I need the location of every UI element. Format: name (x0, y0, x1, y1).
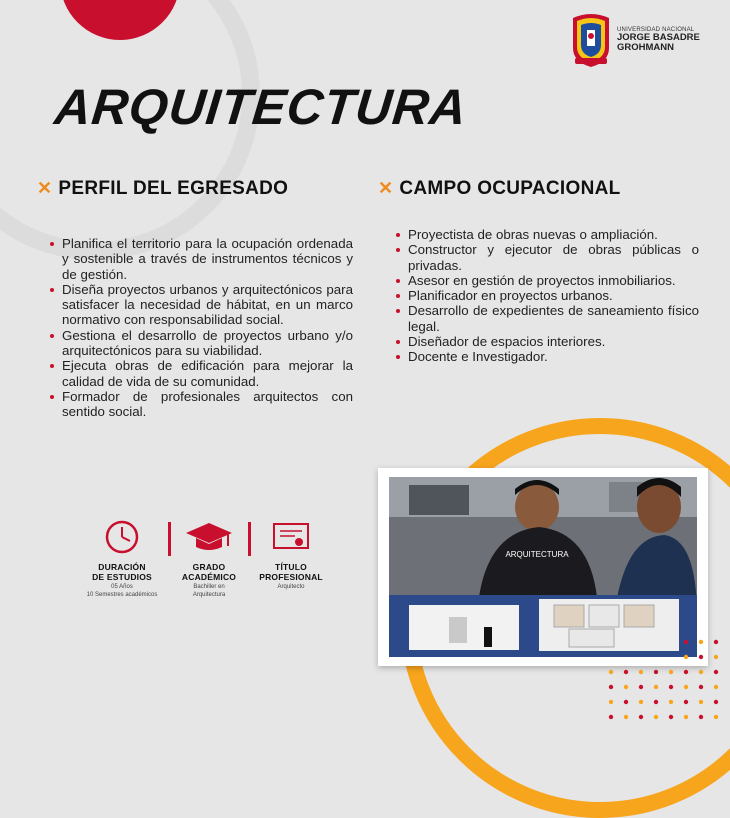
decorative-dot (714, 685, 718, 689)
decorative-dot (669, 700, 673, 704)
info-titulo (236, 520, 346, 592)
decorative-dot (714, 700, 718, 704)
list-item: Asesor en gestión de proyectos inmobiliarios. (396, 273, 699, 288)
list-item: Proyectista de obras nuevas o ampliación. (396, 227, 699, 242)
logo-text-line3: GROHMANN (617, 42, 674, 54)
duracion-sub-1: 05 Años (111, 584, 133, 590)
decorative-dot (654, 685, 658, 689)
decorative-dot (684, 640, 688, 644)
duracion-label-2: DE ESTUDIOS (92, 572, 152, 582)
cross-icon: ✕ (378, 178, 394, 198)
clock-icon (105, 520, 139, 554)
decorative-dot (654, 700, 658, 704)
decorative-dot (714, 640, 718, 644)
grado-label-2: ACADÉMICO (181, 572, 237, 582)
university-seal-icon (569, 12, 613, 68)
decorative-dot (654, 715, 658, 719)
decorative-dot (609, 670, 613, 674)
list-item: Planifica el territorio para la ocupación ordenada y sostenible a través de instrumentos técnicos y de gestión. (50, 236, 353, 282)
decorative-dot (669, 715, 673, 719)
decorative-dot (684, 655, 688, 659)
page-title: ARQUITECTURA (52, 79, 470, 135)
decorative-dot (669, 685, 673, 689)
list-item: Constructor y ejecutor de obras públicas o privadas. (396, 242, 699, 273)
list-item: Docente e Investigador. (396, 349, 699, 364)
decorative-dot (699, 700, 703, 704)
decorative-dot (699, 655, 703, 659)
list-item: Ejecuta obras de edificación para mejorar la calidad de vida de su comunidad. (50, 358, 353, 389)
decorative-dot (714, 655, 718, 659)
decorative-dot (714, 670, 718, 674)
decorative-dot (624, 715, 628, 719)
cross-icon: ✕ (37, 178, 53, 198)
students-photo (389, 477, 697, 657)
grado-sub-2: Arquitectura (192, 591, 226, 598)
perfil-heading (37, 178, 288, 200)
decorative-dot (639, 685, 643, 689)
decorative-dot (639, 670, 643, 674)
decorative-dot (609, 715, 613, 719)
shirt-text: ARQUITECTURA (505, 550, 569, 559)
logo-text-line2: JORGE BASADRE (617, 32, 700, 44)
campo-heading (378, 178, 621, 200)
titulo-label-2: PROFESIONAL (259, 572, 323, 582)
grado-label-1: GRADO (192, 562, 226, 572)
grado-sub-1: Bachiller en (193, 584, 225, 590)
decorative-dot (684, 700, 688, 704)
decorative-dot (699, 670, 703, 674)
list-item: Diseña proyectos urbanos y arquitectónicos para satisfacer la necesidad de hábitat, en un marco normativo con responsabilidad social. (50, 282, 353, 328)
list-item: Gestiona el desarrollo de proyectos urbano y/o arquitectónicos para su viabilidad. (50, 328, 353, 359)
decorative-dot (624, 670, 628, 674)
decorative-dot (684, 670, 688, 674)
decorative-dot (654, 670, 658, 674)
campo-list (396, 227, 699, 365)
decorative-dot (699, 715, 703, 719)
list-item: Diseñador de espacios interiores. (396, 334, 699, 349)
campo-heading-text: CAMPO OCUPACIONAL (399, 178, 621, 199)
graduation-cap-icon (184, 520, 234, 554)
decorative-dots (605, 636, 730, 730)
decorative-dot (609, 700, 613, 704)
university-logo (569, 12, 719, 70)
decorative-dot (684, 715, 688, 719)
decorative-dot (639, 715, 643, 719)
list-item: Formador de profesionales arquitectos con sentido social. (50, 389, 353, 420)
decorative-dot (714, 715, 718, 719)
duracion-label-1: DURACIÓN (98, 562, 146, 572)
decorative-dot (699, 685, 703, 689)
logo-text-line1: UNIVERSIDAD NACIONAL (617, 27, 695, 33)
decorative-dot (699, 640, 703, 644)
titulo-label-1: TÍTULO (275, 562, 307, 572)
titulo-sub-1: Arquitecto (277, 584, 305, 590)
decorative-dot (624, 700, 628, 704)
list-item: Desarrollo de expedientes de saneamiento físico legal. (396, 303, 699, 334)
perfil-heading-text: PERFIL DEL EGRESADO (58, 178, 289, 199)
diploma-icon (271, 520, 311, 554)
decorative-dot (639, 700, 643, 704)
perfil-list (50, 236, 353, 420)
list-item: Planificador en proyectos urbanos. (396, 288, 699, 303)
decorative-dot (609, 685, 613, 689)
decorative-dot (684, 685, 688, 689)
decorative-dot (669, 670, 673, 674)
decorative-dot (624, 685, 628, 689)
duracion-sub-2: 10 Semestres académicos (86, 591, 158, 598)
